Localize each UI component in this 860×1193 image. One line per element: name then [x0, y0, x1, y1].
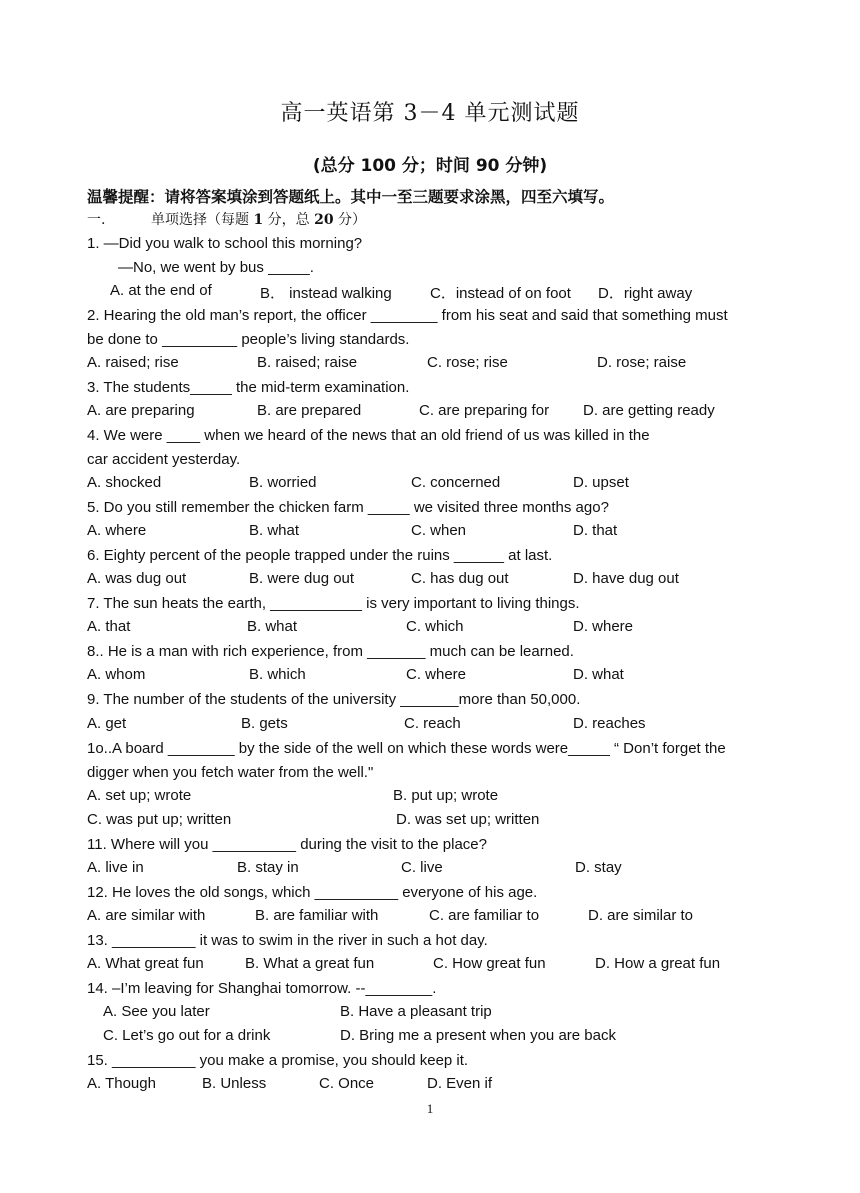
question-4-text-2: car accident yesterday.: [87, 451, 241, 468]
question-10-text-2: digger when you fetch water from the well.": [87, 764, 374, 781]
question-10-option-d[interactable]: D. was set up; written: [396, 811, 540, 828]
question-2-option-c[interactable]: C. rose; rise: [427, 354, 508, 371]
question-3-text: 3. The students_____ the mid-term examination.: [87, 379, 410, 396]
section-number: 一.: [87, 212, 106, 228]
question-4-option-a[interactable]: A. shocked: [87, 474, 162, 491]
question-7-option-b[interactable]: B. what: [247, 618, 298, 635]
question-9-option-b[interactable]: B. gets: [241, 715, 288, 732]
question-14-option-a[interactable]: A. See you later: [103, 1003, 210, 1020]
page-subtitle: (总分 100 分；时间 90 分钟): [312, 156, 548, 176]
question-14-text: 14. –I’m leaving for Shanghai tomorrow. --________.: [87, 980, 437, 997]
question-13-text: 13. __________ it was to swim in the river in such a hot day.: [87, 932, 488, 949]
section-mid: 分，总: [263, 212, 315, 228]
question-5-option-b[interactable]: B. what: [249, 522, 300, 539]
question-4-option-c[interactable]: C. concerned: [411, 474, 501, 491]
question-10-option-b[interactable]: B. put up; wrote: [393, 787, 499, 804]
question-15-option-a[interactable]: A. Though: [87, 1075, 156, 1092]
question-5-option-d[interactable]: D. that: [573, 522, 618, 539]
section-end: 分）: [333, 212, 367, 228]
question-2-text-2: be done to _________ people’s living standards.: [87, 331, 410, 348]
question-1-option-a[interactable]: A. at the end of: [110, 282, 212, 299]
question-10-option-a[interactable]: A. set up; wrote: [87, 787, 192, 804]
question-5-option-c[interactable]: C. when: [411, 522, 467, 539]
question-7-option-a[interactable]: A. that: [87, 618, 131, 635]
notice-text: 温馨提醒：请将答案填涂到答题纸上。其中一至三题要求涂黑，四至六填写。: [87, 188, 615, 206]
question-9-text: 9. The number of the students of the university _______more than 50,000.: [87, 691, 581, 708]
question-13-option-d[interactable]: D. How a great fun: [595, 955, 721, 972]
question-1-option-d[interactable]: D．right away: [598, 285, 693, 302]
question-15-text: 15. __________ you make a promise, you should keep it.: [87, 1052, 469, 1069]
question-3-option-c[interactable]: C. are preparing for: [419, 402, 550, 419]
question-5-option-a[interactable]: A. where: [87, 522, 147, 539]
question-3-option-b[interactable]: B. are prepared: [257, 402, 362, 419]
question-2-option-d[interactable]: D. rose; raise: [597, 354, 687, 371]
question-7-text: 7. The sun heats the earth, ___________ is very important to living things.: [87, 595, 580, 612]
question-2-text: 2. Hearing the old man’s report, the officer ________ from his seat and said that something must: [87, 307, 728, 324]
question-11-option-a[interactable]: A. live in: [87, 859, 144, 876]
question-14-option-d[interactable]: D. Bring me a present when you are back: [340, 1027, 616, 1044]
question-1-text: 1. —Did you walk to school this morning?: [87, 235, 363, 252]
page-title: 高一英语第 3－4 单元测试题: [280, 101, 580, 126]
question-10-option-c[interactable]: C. was put up; written: [87, 811, 232, 828]
question-8-text: 8.. He is a man with rich experience, from _______ much can be learned.: [87, 643, 574, 660]
section-total: 20: [314, 212, 334, 228]
question-6-text: 6. Eighty percent of the people trapped under the ruins ______ at last.: [87, 547, 553, 564]
question-13-option-c[interactable]: C. How great fun: [433, 955, 546, 972]
question-8-option-c[interactable]: C. where: [406, 666, 467, 683]
question-14-option-c[interactable]: C. Let’s go out for a drink: [103, 1027, 271, 1044]
question-5-text: 5. Do you still remember the chicken farm _____ we visited three months ago?: [87, 499, 609, 516]
question-9-option-a[interactable]: A. get: [87, 715, 127, 732]
section-heading: [87, 209, 366, 229]
question-4-option-d[interactable]: D. upset: [573, 474, 629, 491]
question-10-text: 1o..A board ________ by the side of the well on which these words were_____ “ Don’t forget the: [87, 740, 726, 757]
question-11-option-b[interactable]: B. stay in: [237, 859, 299, 876]
question-13-option-b[interactable]: B. What a great fun: [245, 955, 375, 972]
question-14-option-b[interactable]: B. Have a pleasant trip: [340, 1003, 492, 1020]
section-label: 单项选择（每题: [151, 212, 254, 228]
question-12-option-b[interactable]: B. are familiar with: [255, 907, 379, 924]
question-12-text: 12. He loves the old songs, which __________ everyone of his age.: [87, 884, 538, 901]
question-4-text: 4. We were ____ when we heard of the news that an old friend of us was killed in the: [87, 427, 650, 444]
page-number: 1: [426, 1101, 434, 1116]
question-11-option-d[interactable]: D. stay: [575, 859, 622, 876]
question-6-option-a[interactable]: A. was dug out: [87, 570, 187, 587]
question-8-option-b[interactable]: B. which: [249, 666, 306, 683]
question-11-text: 11. Where will you __________ during the visit to the place?: [87, 836, 487, 853]
question-6-option-b[interactable]: B. were dug out: [249, 570, 355, 587]
question-1-text-2: —No, we went by bus _____.: [118, 259, 314, 276]
question-9-option-c[interactable]: C. reach: [404, 715, 461, 732]
question-15-option-d[interactable]: D. Even if: [427, 1075, 493, 1092]
question-12-option-d[interactable]: D. are similar to: [588, 907, 694, 924]
question-6-option-d[interactable]: D. have dug out: [573, 570, 679, 587]
question-7-option-c[interactable]: C. which: [406, 618, 464, 635]
question-3-option-a[interactable]: A. are preparing: [87, 402, 195, 419]
question-13-option-a[interactable]: A. What great fun: [87, 955, 204, 972]
question-3-option-d[interactable]: D. are getting ready: [583, 402, 715, 419]
question-15-option-c[interactable]: C. Once: [319, 1075, 375, 1092]
question-11-option-c[interactable]: C. live: [401, 859, 443, 876]
question-2-option-b[interactable]: B. raised; raise: [257, 354, 358, 371]
question-12-option-a[interactable]: A. are similar with: [87, 907, 206, 924]
question-8-option-a[interactable]: A. whom: [87, 666, 146, 683]
question-1-option-b[interactable]: B． instead walking: [260, 285, 392, 302]
question-15-option-b[interactable]: B. Unless: [202, 1075, 267, 1092]
question-8-option-d[interactable]: D. what: [573, 666, 624, 683]
question-1-option-c[interactable]: C．instead of on foot: [430, 285, 571, 302]
section-points: 1: [253, 212, 264, 228]
question-9-option-d[interactable]: D. reaches: [573, 715, 646, 732]
question-4-option-b[interactable]: B. worried: [249, 474, 317, 491]
question-7-option-d[interactable]: D. where: [573, 618, 634, 635]
question-12-option-c[interactable]: C. are familiar to: [429, 907, 540, 924]
question-2-option-a[interactable]: A. raised; rise: [87, 354, 179, 371]
question-6-option-c[interactable]: C. has dug out: [411, 570, 509, 587]
